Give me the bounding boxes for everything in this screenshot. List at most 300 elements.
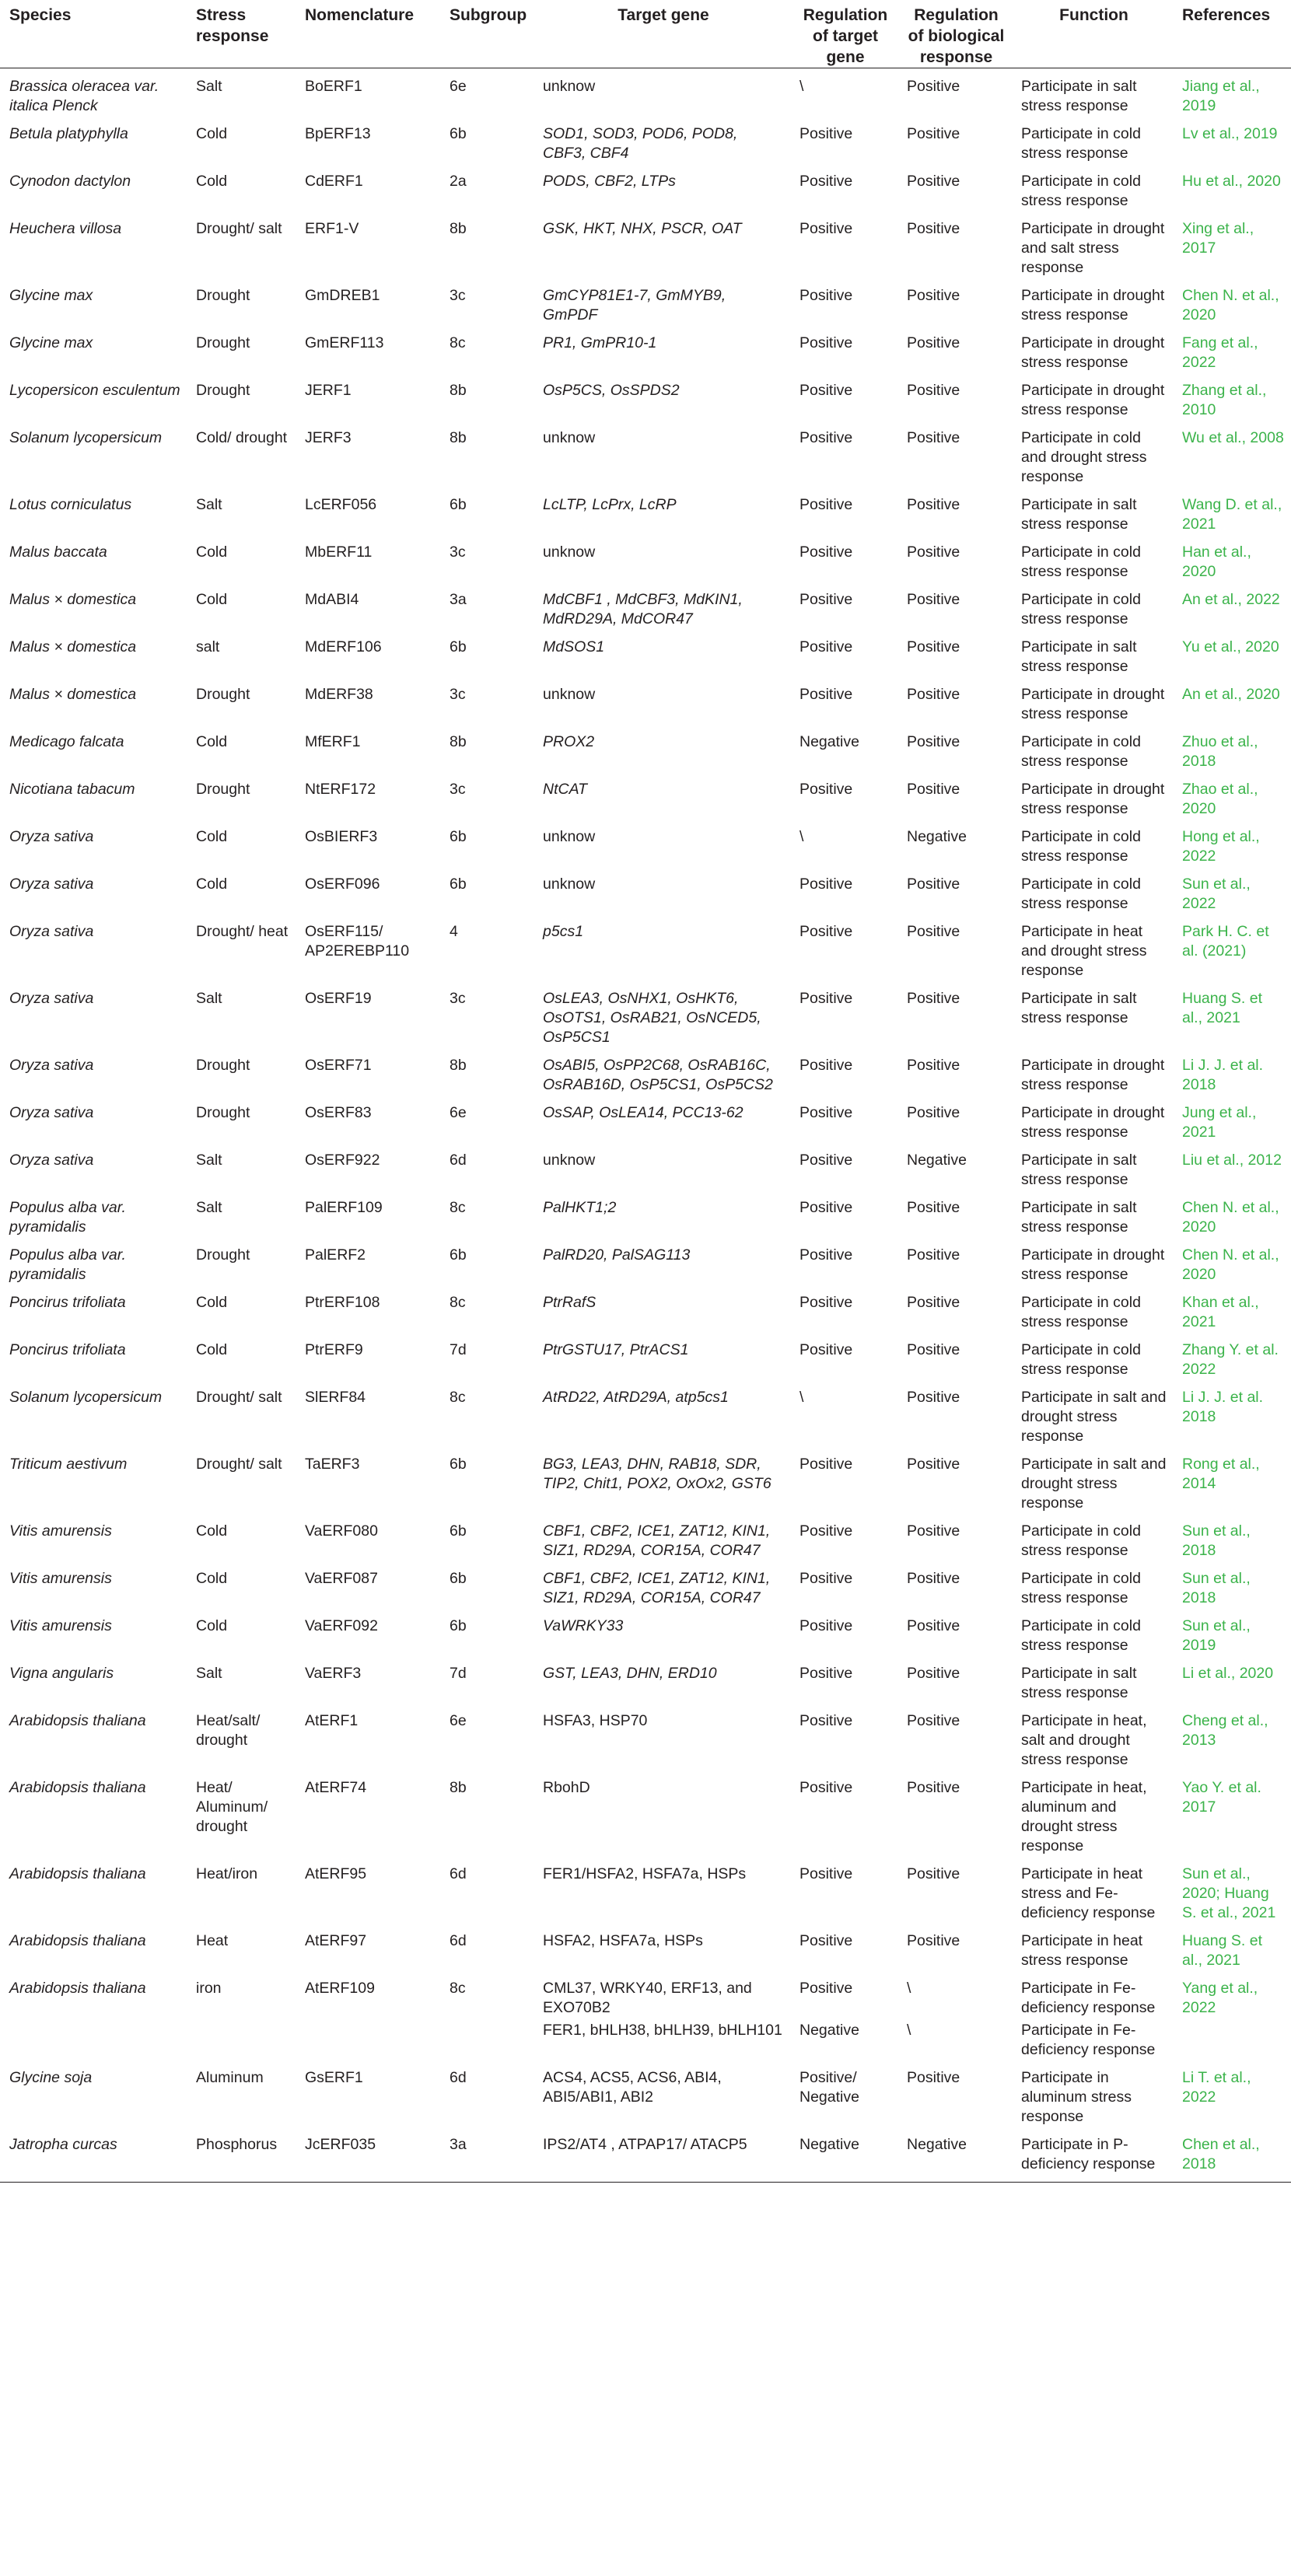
target-gene-text: OsLEA3, OsNHX1, OsHKT6, OsOTS1, OsRAB21, OsNCED5, OsP5CS1 xyxy=(543,990,761,1046)
nomenclature-cell: ERF1-V xyxy=(305,220,359,237)
regulation-biological-cell: Positive xyxy=(907,78,960,95)
target-gene-text: AtRD22, AtRD29A, atp5cs1 xyxy=(543,1389,729,1406)
table-row xyxy=(0,582,1291,629)
stress-cell: Drought xyxy=(196,1104,250,1121)
reference-link[interactable]: Sun et al., 2022 xyxy=(1182,876,1251,912)
nomenclature-cell: PalERF2 xyxy=(305,1246,366,1264)
nomenclature-cell: OsERF19 xyxy=(305,990,372,1007)
species-cell: Poncirus trifoliata xyxy=(9,1294,126,1311)
table-row xyxy=(0,1703,1291,1770)
header-target-gene: Target gene xyxy=(534,0,790,68)
regulation-target-cell: Positive xyxy=(799,382,853,399)
regulation-biological-cell: Positive xyxy=(907,1932,960,1949)
subgroup-cell: 8b xyxy=(450,1779,467,1796)
regulation-biological-cell: Positive xyxy=(907,781,960,798)
stress-cell: salt xyxy=(196,638,220,655)
target-gene-text: unknow xyxy=(543,78,596,95)
nomenclature-cell: OsERF922 xyxy=(305,1152,380,1169)
reference-link[interactable]: Xing et al., 2017 xyxy=(1182,220,1254,257)
function-cell: Participate in salt stress response xyxy=(1021,496,1137,533)
reference-link[interactable]: Sun et al., 2018 xyxy=(1182,1522,1251,1559)
regulation-target-cell: Positive xyxy=(799,125,853,142)
function-cell: Participate in salt stress response xyxy=(1021,1665,1137,1701)
stress-cell: Salt xyxy=(196,496,222,513)
species-cell: Jatropha curcas xyxy=(0,2127,187,2183)
stress-cell xyxy=(187,2018,296,2060)
reference-link[interactable]: Han et al., 2020 xyxy=(1182,544,1251,580)
species-cell: Vigna angularis xyxy=(9,1665,114,1682)
regulation-target-cell: \ xyxy=(799,828,804,845)
function-cell: Participate in P-deficiency response xyxy=(1012,2127,1173,2183)
target-gene-text: ACS4, ACS5, ACS6, ABI4, ABI5/ABI1, ABI2 xyxy=(543,2069,722,2106)
reference-link[interactable] xyxy=(1173,2018,1291,2060)
function-cell: Participate in cold stress response xyxy=(1021,544,1141,580)
table-row xyxy=(0,724,1291,771)
species-cell: Medicago falcata xyxy=(9,733,124,750)
reference-link[interactable]: Cheng et al., 2013 xyxy=(1182,1712,1268,1749)
species-cell: Arabidopsis thaliana xyxy=(9,1932,146,1949)
target-gene-cell xyxy=(534,771,790,819)
table-row xyxy=(0,372,1291,420)
reference-link[interactable]: Hu et al., 2020 xyxy=(1182,173,1281,190)
table-row xyxy=(0,1047,1291,1095)
nomenclature-cell: BoERF1 xyxy=(305,78,362,95)
regulation-target-cell: Positive xyxy=(799,876,853,893)
reference-link[interactable]: Yang et al., 2022 xyxy=(1182,1980,1258,2016)
regulation-biological-cell: Positive xyxy=(907,733,960,750)
stress-cell: Cold xyxy=(196,1522,228,1540)
nomenclature-cell: PtrERF9 xyxy=(305,1341,363,1358)
reference-link[interactable]: Li T. et al., 2022 xyxy=(1182,2069,1251,2106)
target-gene-cell xyxy=(534,1190,790,1237)
target-gene-cell xyxy=(534,2060,790,2127)
nomenclature-cell: AtERF97 xyxy=(305,1932,367,1949)
nomenclature-cell: GsERF1 xyxy=(305,2069,363,2086)
table-row xyxy=(0,1237,1291,1285)
regulation-biological-cell: Positive xyxy=(907,2069,960,2086)
reference-link[interactable]: Zhao et al., 2020 xyxy=(1182,781,1258,817)
target-gene-cell xyxy=(534,629,790,676)
regulation-target-cell: Positive xyxy=(799,1522,853,1540)
target-gene-cell xyxy=(534,68,790,117)
subgroup-cell: 6b xyxy=(450,1456,467,1473)
header-stress-response: Stress response xyxy=(187,0,296,68)
reference-link[interactable]: Khan et al., 2021 xyxy=(1182,1294,1259,1330)
species-cell: Solanum lycopersicum xyxy=(9,429,163,446)
function-cell: Participate in drought stress response xyxy=(1021,382,1165,418)
function-cell: Participate in cold stress response xyxy=(1021,591,1141,627)
stress-cell: Heat/ Aluminum/ drought xyxy=(196,1779,268,1835)
subgroup-cell: 6b xyxy=(450,828,467,845)
subgroup-cell: 6e xyxy=(450,1104,467,1121)
target-gene-text: CBF1, CBF2, ICE1, ZAT12, KIN1, SIZ1, RD29A, COR15A, COR47 xyxy=(543,1522,771,1559)
stress-cell: Drought xyxy=(196,686,250,703)
target-gene-cell xyxy=(534,914,790,980)
target-gene-cell xyxy=(534,866,790,914)
reference-link[interactable]: Park H. C. et al. (2021) xyxy=(1182,923,1269,959)
reference-link[interactable]: Zhuo et al., 2018 xyxy=(1182,733,1258,770)
header-regulation-target: Regulation of target gene xyxy=(790,0,897,68)
function-cell: Participate in salt stress response xyxy=(1021,990,1137,1026)
target-gene-cell xyxy=(534,116,790,163)
target-gene-text: MdSOS1 xyxy=(543,638,605,655)
reference-link[interactable]: Chen N. et al., 2020 xyxy=(1182,287,1279,323)
target-gene-cell xyxy=(534,278,790,325)
species-cell: Vitis amurensis xyxy=(9,1522,112,1540)
reference-link[interactable]: Fang et al., 2022 xyxy=(1182,334,1258,371)
regulation-biological-cell: Positive xyxy=(907,876,960,893)
nomenclature-cell: SlERF84 xyxy=(305,1389,366,1406)
reference-link[interactable]: Yao Y. et al. 2017 xyxy=(1182,1779,1261,1816)
subgroup-cell: 6d xyxy=(450,1865,467,1882)
regulation-biological-cell: Positive xyxy=(907,173,960,190)
function-cell: Participate in drought stress response xyxy=(1021,287,1165,323)
stress-cell: Drought/ salt xyxy=(196,220,282,237)
target-gene-cell xyxy=(534,1561,790,1608)
reference-link[interactable]: Zhang Y. et al. 2022 xyxy=(1182,1341,1279,1378)
species-cell: Glycine max xyxy=(9,334,93,351)
subgroup-cell: 3c xyxy=(450,544,466,561)
function-cell: Participate in salt stress response xyxy=(1021,1199,1137,1236)
regulation-biological-cell: Positive xyxy=(907,686,960,703)
species-cell: Oryza sativa xyxy=(9,923,94,940)
nomenclature-cell: AtERF1 xyxy=(305,1712,359,1729)
regulation-target-cell: Positive xyxy=(799,334,853,351)
regulation-biological-cell: Positive xyxy=(907,382,960,399)
stress-cell: Cold xyxy=(196,591,228,608)
target-gene-text: GST, LEA3, DHN, ERD10 xyxy=(543,1665,717,1682)
target-gene-cell xyxy=(534,1703,790,1770)
subgroup-cell: 6b xyxy=(450,125,467,142)
table-row xyxy=(0,278,1291,325)
species-cell: Vitis amurensis xyxy=(9,1617,112,1634)
target-gene-cell xyxy=(534,1446,790,1513)
reference-link[interactable]: Chen et al., 2018 xyxy=(1173,2127,1291,2183)
regulation-target-cell: Positive xyxy=(799,638,853,655)
subgroup-cell: 6e xyxy=(450,1712,467,1729)
table-row xyxy=(0,1655,1291,1703)
subgroup-cell: 6b xyxy=(450,1246,467,1264)
target-gene-cell xyxy=(534,1655,790,1703)
reference-link[interactable]: Lv et al., 2019 xyxy=(1182,125,1278,142)
function-cell: Participate in Fe-deficiency response xyxy=(1021,2022,1156,2058)
stress-cell: Drought xyxy=(196,781,250,798)
species-cell: Oryza sativa xyxy=(9,876,94,893)
species-cell: Oryza sativa xyxy=(9,1152,94,1169)
nomenclature-cell: AtERF74 xyxy=(305,1779,367,1796)
table-row xyxy=(0,1923,1291,1970)
stress-cell: Cold xyxy=(196,1617,228,1634)
target-gene-text: PR1, GmPR10-1 xyxy=(543,334,657,351)
function-cell: Participate in drought stress response xyxy=(1021,781,1165,817)
reference-link[interactable]: Wang D. et al., 2021 xyxy=(1182,496,1282,533)
nomenclature-cell: OsERF83 xyxy=(305,1104,372,1121)
regulation-biological-cell: \ xyxy=(907,1980,911,1997)
target-gene-cell xyxy=(534,1332,790,1379)
species-cell: Oryza sativa xyxy=(9,1057,94,1074)
species-cell: Oryza sativa xyxy=(9,990,94,1007)
regulation-target-cell: \ xyxy=(799,78,804,95)
nomenclature-cell: VaERF3 xyxy=(305,1665,362,1682)
table-row xyxy=(0,1095,1291,1142)
target-gene-cell xyxy=(534,1142,790,1190)
subgroup-cell: 3c xyxy=(450,781,466,798)
subgroup-cell: 6b xyxy=(450,638,467,655)
species-cell: Arabidopsis thaliana xyxy=(9,1712,146,1729)
reference-link[interactable]: Li et al., 2020 xyxy=(1182,1665,1274,1682)
stress-cell: Aluminum xyxy=(196,2069,264,2086)
function-cell: Participate in salt and drought stress response xyxy=(1021,1389,1167,1445)
function-cell: Participate in aluminum stress response xyxy=(1021,2069,1132,2125)
nomenclature-cell: NtERF172 xyxy=(305,781,376,798)
target-gene-text: SOD1, SOD3, POD6, POD8, CBF3, CBF4 xyxy=(543,125,738,162)
function-cell: Participate in cold stress response xyxy=(1021,173,1141,209)
species-cell: Glycine soja xyxy=(9,2069,93,2086)
target-gene-cell xyxy=(534,211,790,278)
nomenclature-cell: OsERF096 xyxy=(305,876,380,893)
species-cell: Malus × domestica xyxy=(9,686,137,703)
target-gene-cell xyxy=(534,1513,790,1561)
stress-cell: Heat/salt/ drought xyxy=(196,1712,261,1749)
stress-cell: Drought/ salt xyxy=(196,1456,282,1473)
regulation-target-cell: Negative xyxy=(790,2127,897,2183)
function-cell: Participate in heat stress response xyxy=(1021,1932,1143,1969)
table-row xyxy=(0,676,1291,724)
regulation-biological-cell: Positive xyxy=(907,638,960,655)
regulation-target-cell: Negative xyxy=(799,733,859,750)
regulation-target-cell: Positive xyxy=(799,1980,853,1997)
subgroup-cell: 6b xyxy=(450,496,467,513)
header-subgroup: Subgroup xyxy=(440,0,534,68)
regulation-biological-cell: Positive xyxy=(907,429,960,446)
target-gene-cell xyxy=(534,1608,790,1655)
target-gene-cell xyxy=(534,1970,790,2018)
table-row xyxy=(0,1561,1291,1608)
regulation-target-cell: Positive xyxy=(799,1617,853,1634)
regulation-biological-cell: Positive xyxy=(907,1865,960,1882)
subgroup-cell: 8b xyxy=(450,382,467,399)
header-regulation-biological: Regulation of biological response xyxy=(897,0,1012,68)
regulation-target-cell: Positive xyxy=(799,544,853,561)
regulation-target-cell: Positive xyxy=(799,686,853,703)
regulation-biological-cell: Positive xyxy=(907,544,960,561)
subgroup-cell: 6d xyxy=(450,1932,467,1949)
target-gene-text: MdCBF1 , MdCBF3, MdKIN1, MdRD29A, MdCOR47 xyxy=(543,591,743,627)
reference-link[interactable]: Chen N. et al., 2020 xyxy=(1182,1199,1279,1236)
regulation-biological-cell: Positive xyxy=(907,1294,960,1311)
reference-link[interactable]: An et al., 2020 xyxy=(1182,686,1280,703)
function-cell: Participate in heat, aluminum and drought stress response xyxy=(1021,1779,1147,1854)
subgroup-cell: 3c xyxy=(450,686,466,703)
subgroup-cell: 4 xyxy=(450,923,458,940)
target-gene-text: unknow xyxy=(543,876,596,893)
regulation-biological-cell: Negative xyxy=(907,828,967,845)
nomenclature-cell: JERF3 xyxy=(305,429,352,446)
reference-link[interactable]: Rong et al., 2014 xyxy=(1182,1456,1260,1492)
reference-link[interactable]: Sun et al., 2018 xyxy=(1182,1570,1251,1606)
regulation-target-cell: Positive xyxy=(799,1779,853,1796)
target-gene-text: p5cs1 xyxy=(543,923,584,940)
species-cell: Arabidopsis thaliana xyxy=(9,1980,146,1997)
reference-link[interactable]: Li J. J. et al. 2018 xyxy=(1182,1057,1264,1093)
reference-link[interactable]: Jung et al., 2021 xyxy=(1182,1104,1257,1141)
nomenclature-cell: CdERF1 xyxy=(305,173,363,190)
target-gene-text: FER1, bHLH38, bHLH39, bHLH101 xyxy=(543,2022,782,2039)
nomenclature-cell: MdERF106 xyxy=(305,638,382,655)
regulation-target-cell: Positive xyxy=(799,1246,853,1264)
table-row xyxy=(0,1513,1291,1561)
target-gene-cell xyxy=(534,1237,790,1285)
table-row xyxy=(0,1142,1291,1190)
reference-link[interactable]: Zhang et al., 2010 xyxy=(1182,382,1267,418)
regulation-target-cell: Positive xyxy=(799,1199,853,1216)
target-gene-text: RbohD xyxy=(543,1779,590,1796)
table-row xyxy=(0,487,1291,534)
regulation-target-cell: Positive xyxy=(799,1712,853,1729)
target-gene-text: OsP5CS, OsSPDS2 xyxy=(543,382,680,399)
reference-link[interactable]: Sun et al., 2019 xyxy=(1182,1617,1251,1654)
regulation-biological-cell: Positive xyxy=(907,923,960,940)
regulation-biological-cell: Positive xyxy=(907,496,960,513)
reference-link[interactable]: Huang S. et al., 2021 xyxy=(1182,990,1262,1026)
regulation-biological-cell: Positive xyxy=(907,1456,960,1473)
target-gene-text: CML37, WRKY40, ERF13, and EXO70B2 xyxy=(543,1980,752,2016)
target-gene-cell xyxy=(534,1770,790,1856)
target-gene-cell xyxy=(534,2018,790,2060)
stress-cell: Heat/iron xyxy=(196,1865,258,1882)
subgroup-cell: 8b xyxy=(450,1057,467,1074)
target-gene-cell xyxy=(534,2127,790,2183)
nomenclature-cell: AtERF109 xyxy=(305,1980,375,1997)
regulation-biological-cell: Positive xyxy=(907,1779,960,1796)
regulation-biological-cell: Positive xyxy=(907,1522,960,1540)
regulation-biological-cell: Positive xyxy=(907,125,960,142)
table-body xyxy=(0,68,1291,2183)
species-cell: Cynodon dactylon xyxy=(9,173,131,190)
nomenclature-cell: OsERF71 xyxy=(305,1057,372,1074)
nomenclature-cell: JcERF035 xyxy=(296,2127,440,2183)
target-gene-text: LcLTP, LcPrx, LcRP xyxy=(543,496,677,513)
reference-link[interactable]: Wu et al., 2008 xyxy=(1182,429,1284,446)
regulation-target-cell: Positive xyxy=(799,990,853,1007)
target-gene-text: OsABI5, OsPP2C68, OsRAB16C, OsRAB16D, OsP5CS1, OsP5CS2 xyxy=(543,1057,773,1093)
function-cell: Participate in cold and drought stress response xyxy=(1021,429,1147,485)
reference-link[interactable]: Hong et al., 2022 xyxy=(1182,828,1260,865)
regulation-target-cell: Positive xyxy=(799,1932,853,1949)
subgroup-cell: 3a xyxy=(440,2127,534,2183)
nomenclature-cell: GmERF113 xyxy=(305,334,384,351)
target-gene-cell xyxy=(534,325,790,372)
table-row xyxy=(0,819,1291,866)
regulation-target-cell: Positive xyxy=(799,781,853,798)
regulation-biological-cell: Positive xyxy=(907,1389,960,1406)
regulation-biological-cell: Positive xyxy=(907,1057,960,1074)
nomenclature-cell: VaERF087 xyxy=(305,1570,378,1587)
species-cell: Oryza sativa xyxy=(9,1104,94,1121)
reference-link[interactable]: Huang S. et al., 2021 xyxy=(1182,1932,1262,1969)
target-gene-cell xyxy=(534,1856,790,1923)
target-gene-text: FER1/HSFA2, HSFA7a, HSPs xyxy=(543,1865,747,1882)
stress-cell: Drought xyxy=(196,287,250,304)
table-row xyxy=(0,2127,1291,2183)
target-gene-cell xyxy=(534,1285,790,1332)
nomenclature-cell: BpERF13 xyxy=(305,125,371,142)
regulation-biological-cell: Negative xyxy=(897,2127,1012,2183)
target-gene-cell xyxy=(534,372,790,420)
target-gene-text: unknow xyxy=(543,686,596,703)
species-cell: Malus × domestica xyxy=(9,591,137,608)
regulation-biological-cell: Positive xyxy=(907,1341,960,1358)
species-cell: Nicotiana tabacum xyxy=(9,781,135,798)
reference-link[interactable]: Sun et al., 2020; Huang S. et al., 2021 xyxy=(1182,1865,1276,1921)
subgroup-cell: 6d xyxy=(450,2069,467,2086)
subgroup-cell: 8b xyxy=(450,220,467,237)
target-gene-text: IPS2/AT4 , ATPAP17/ ATACP5 xyxy=(543,2136,747,2153)
species-cell: Malus × domestica xyxy=(9,638,137,655)
species-cell: Populus alba var. pyramidalis xyxy=(9,1199,126,1236)
nomenclature-cell: TaERF3 xyxy=(305,1456,360,1473)
table-row xyxy=(0,980,1291,1047)
subgroup-cell: 6b xyxy=(450,876,467,893)
reference-link[interactable]: An et al., 2022 xyxy=(1182,591,1280,608)
function-cell: Participate in salt and drought stress response xyxy=(1021,1456,1167,1512)
reference-link[interactable]: Chen N. et al., 2020 xyxy=(1182,1246,1279,1283)
reference-link[interactable]: Liu et al., 2012 xyxy=(1182,1152,1282,1169)
stress-cell: Cold/ drought xyxy=(196,429,288,446)
target-gene-text: unknow xyxy=(543,429,596,446)
stress-cell: Drought xyxy=(196,1246,250,1264)
function-cell: Participate in cold stress response xyxy=(1021,125,1141,162)
target-gene-cell xyxy=(534,724,790,771)
function-cell: Participate in cold stress response xyxy=(1021,1617,1141,1654)
regulation-target-cell: Positive xyxy=(799,1294,853,1311)
table-row xyxy=(0,771,1291,819)
regulation-biological-cell: Negative xyxy=(907,1152,967,1169)
target-gene-text: PalHKT1;2 xyxy=(543,1199,617,1216)
regulation-target-cell: Positive xyxy=(799,1341,853,1358)
target-gene-text: unknow xyxy=(543,828,596,845)
species-cell: Lotus corniculatus xyxy=(9,496,132,513)
target-gene-cell xyxy=(534,1047,790,1095)
function-cell: Participate in drought and salt stress response xyxy=(1021,220,1165,276)
regulation-target-cell: Positive xyxy=(799,1570,853,1587)
target-gene-cell xyxy=(534,534,790,582)
table-row xyxy=(0,534,1291,582)
regulation-biological-cell: Positive xyxy=(907,1712,960,1729)
stress-cell: Drought/ salt xyxy=(196,1389,282,1406)
regulation-biological-cell: Positive xyxy=(907,1199,960,1216)
subgroup-cell: 7d xyxy=(450,1665,467,1682)
function-cell: Participate in cold stress response xyxy=(1021,1294,1141,1330)
reference-link[interactable]: Li J. J. et al. 2018 xyxy=(1182,1389,1264,1425)
reference-link[interactable]: Yu et al., 2020 xyxy=(1182,638,1279,655)
stress-cell: Cold xyxy=(196,125,228,142)
target-gene-cell xyxy=(534,420,790,487)
table-row xyxy=(0,116,1291,163)
table-row xyxy=(0,211,1291,278)
stress-cell: Heat xyxy=(196,1932,229,1949)
nomenclature-cell: MfERF1 xyxy=(305,733,361,750)
subgroup-cell: 8c xyxy=(450,1294,466,1311)
target-gene-text: PROX2 xyxy=(543,733,595,750)
subgroup-cell: 8b xyxy=(450,733,467,750)
species-cell: Poncirus trifoliata xyxy=(9,1341,126,1358)
reference-link[interactable]: Jiang et al., 2019 xyxy=(1182,78,1260,114)
table-row xyxy=(0,1190,1291,1237)
header-references: References xyxy=(1173,0,1291,68)
subgroup-cell: 6b xyxy=(450,1617,467,1634)
species-cell: Triticum aestivum xyxy=(9,1456,128,1473)
